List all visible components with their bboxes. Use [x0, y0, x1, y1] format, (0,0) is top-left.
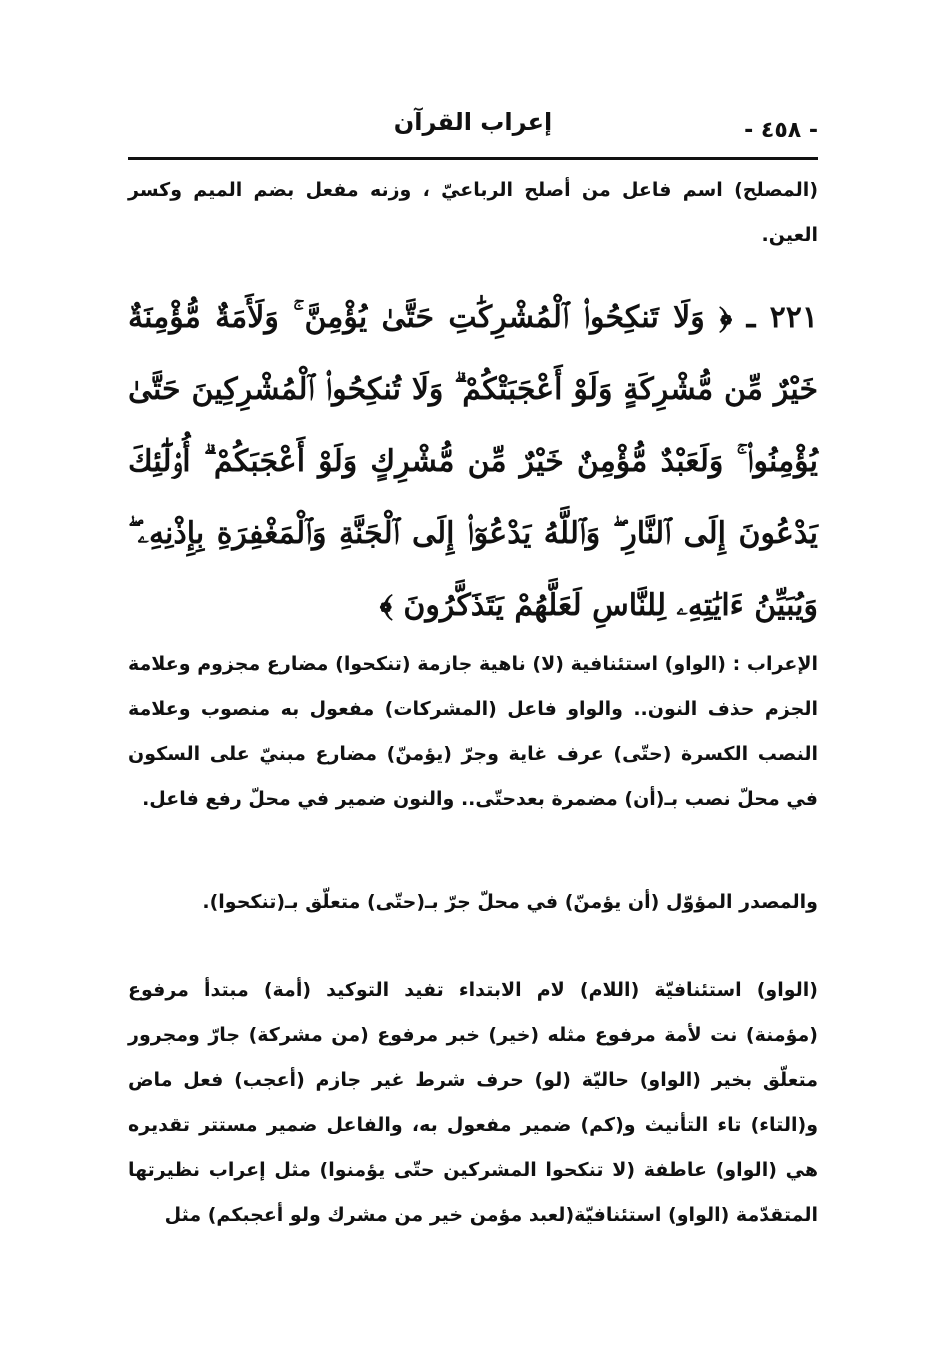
irab-paragraph: [128, 642, 818, 822]
quran-verse: ٢٢١ ـ ﴿ وَلَا تَنكِحُوا۟ ٱلْمُشْرِكَٰتِ حَتَّىٰ يُؤْمِنَّ ۚ وَلَأَمَةٌ مُّؤْمِنَةٌ خَيْرٌ مِّن مُّشْرِكَةٍ وَلَوْ أَعْجَبَتْكُمْ ۗ وَلَا تُنكِحُوا۟ ٱلْمُشْرِكِينَ حَتَّىٰ يُؤْمِنُوا۟ ۚ وَلَعَبْدٌ مُّؤْمِنٌ خَيْرٌ مِّن مُّشْرِكٍ وَلَوْ أَعْجَبَكُمْ ۗ أُو۟لَٰٓئِكَ يَدْعُونَ إِلَى ٱلنَّارِ ۖ وَٱللَّهُ يَدْعُوٓا۟ إِلَى ٱلْجَنَّةِ وَٱلْمَغْفِرَةِ بِإِذْنِهِۦ ۖ وَيُبَيِّنُ ءَايَٰتِهِۦ لِلنَّاسِ لَعَلَّهُمْ يَتَذَكَّرُونَ ﴾: [128, 300, 818, 623]
intro-paragraph: (المصلح) اسم فاعل من أصلح الرباعيّ ، وزنه مفعل بضم الميم وكسر العين.: [128, 179, 818, 246]
page-header: [128, 108, 818, 160]
irab-label: الإعراب: [746, 653, 818, 675]
running-title: إعراب القرآن: [393, 108, 553, 136]
header-divider: [128, 157, 818, 160]
page-number: - ٤٥٨ -: [744, 118, 818, 143]
analysis-paragraph: (الواو) استئنافيّة (اللام) لام الابتداء تفيد التوكيد (أمة) مبتدأ مرفوع (مؤمنة) نت لأمة مرفوع مثله (خير) خبر مرفوع (من مشركة) جارّ ومجرور متعلّق بخير (الواو) حاليّة (لو) حرف شرط غير جازم (أعجب) فعل ماض و(التاء) تاء التأنيث و(كم) ضمير مفعول به، والفاعل ضمير مستتر تقديره هي (الواو) عاطفة (لا تنكحوا المشركين حتّى يؤمنوا) مثل إعراب نظيرتها المتقدّمة (الواو) استئنافيّة(لعبد مؤمن خير من مشرك ولو أعجبكم) مثل: [128, 979, 818, 1226]
irab-text: : (الواو) استئنافية (لا) ناهية جازمة (تنكحوا) مضارع مجزوم وعلامة الجزم حذف النون.. والواو فاعل (المشركات) مفعول به منصوب وعلامة النصب الكسرة (حتّى) عرف غاية وجرّ (يؤمنّ) مضارع مبنيّ على السكون في محلّ نصب بـ(أن) مضمرة بعدحتّى.. والنون ضمير في محلّ رفع فاعل.: [128, 653, 818, 810]
masdar-paragraph: والمصدر المؤوّل (أن يؤمنّ) في محلّ جرّ بـ(حتّى) متعلّق بـ(تنكحوا).: [202, 891, 818, 913]
